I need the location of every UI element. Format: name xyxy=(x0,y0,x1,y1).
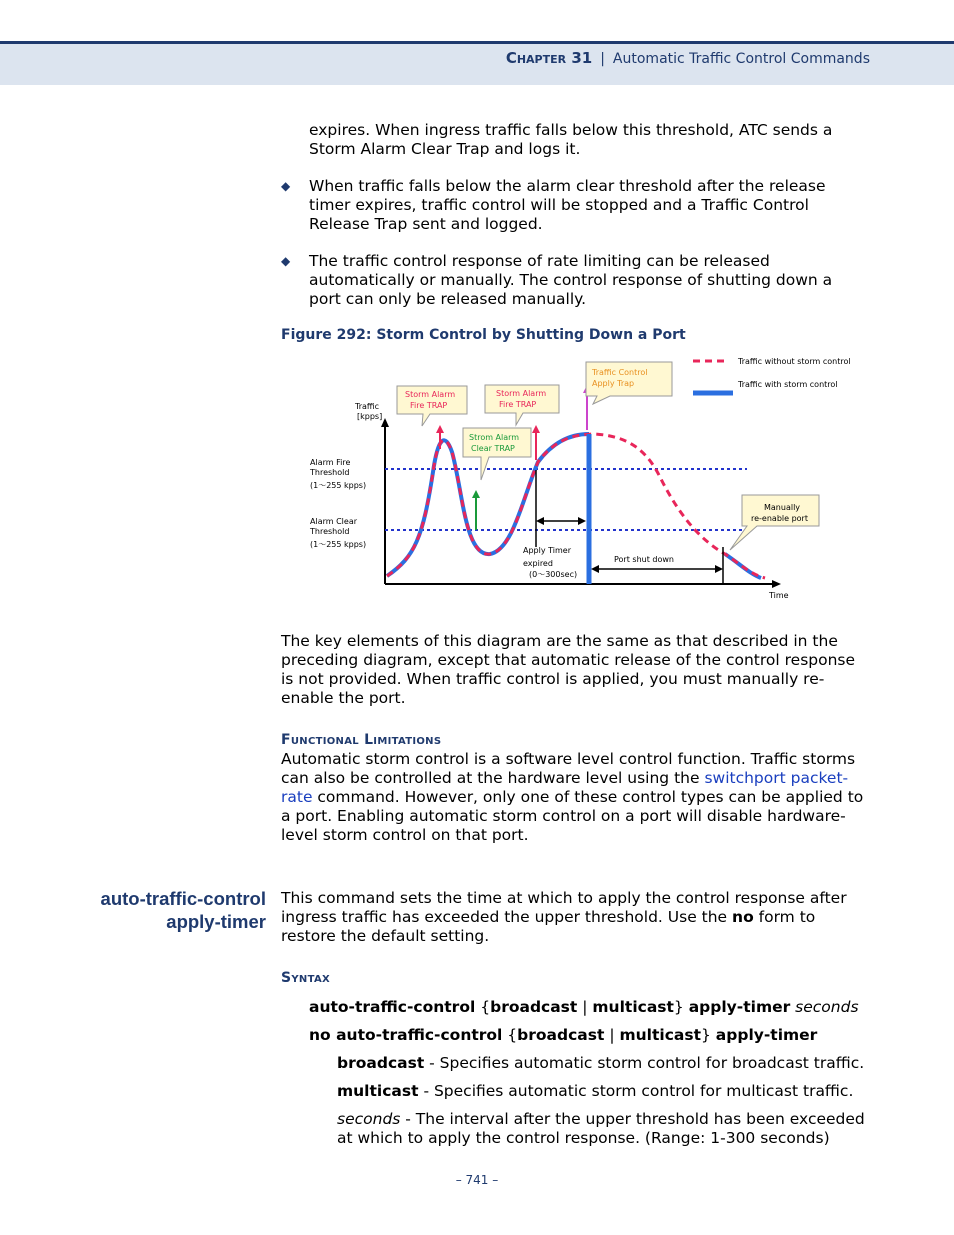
param-multicast xyxy=(337,1082,853,1101)
syntax1-close: } xyxy=(673,998,689,1016)
callout-manual-reenable xyxy=(730,495,819,550)
arrowhead xyxy=(715,565,723,573)
alarm-clear-label-2: Threshold xyxy=(310,527,350,536)
command-title-line1: auto-traffic-control xyxy=(100,888,266,909)
arrowhead xyxy=(436,425,444,433)
callout-fire1-line2: Fire TRAP xyxy=(410,401,448,410)
syntax2-opt1: broadcast xyxy=(517,1026,605,1044)
alarm-clear-label-3: (1～255 kpps) xyxy=(310,540,367,549)
syntax2-bar: | xyxy=(604,1026,620,1044)
syntax-line-1 xyxy=(309,998,859,1017)
bullet-text-2: The traffic control response of rate limiting can be released automatically or manually. The control response of shutting down a port can only be released manually. xyxy=(309,252,833,308)
syntax1-cmd: auto-traffic-control xyxy=(309,998,476,1016)
bullet-diamond-icon: ◆ xyxy=(281,254,291,268)
functional-limitations-paragraph xyxy=(281,750,869,845)
callout-fire-trap-2 xyxy=(485,385,559,425)
command-description xyxy=(281,889,861,946)
fl-text-1: Automatic storm control is a software level control function. Traffic storms can also be controlled at the hardware level using the xyxy=(281,750,856,787)
param-seconds xyxy=(337,1110,877,1148)
param-desc: - The interval after the upper threshold has been exceeded at which to apply the control response. (Range: 1-300 seconds) xyxy=(337,1110,865,1147)
callout-fire2-line1: Storm Alarm xyxy=(496,389,547,398)
key-elements-paragraph: The key elements of this diagram are the same as that described in the preceding diagram, except that automatic release of the control response is not provided. When traffic control is applied, you must manually re-enable the port. xyxy=(281,632,856,707)
syntax1-bar: | xyxy=(577,998,593,1016)
desc-text-2: form to restore the default setting. xyxy=(281,908,816,945)
arrowhead xyxy=(532,425,540,433)
arrowhead xyxy=(591,565,599,573)
switchport-packet-rate-link[interactable]: switchport packet-rate xyxy=(281,769,849,806)
apply-timer-label-3: (0～300sec) xyxy=(529,570,578,579)
functional-limitations-heading: Functional Limitations xyxy=(281,732,442,748)
syntax-line-2 xyxy=(309,1026,817,1045)
apply-timer-label-2: expired xyxy=(523,559,553,568)
syntax1-kw: apply-timer xyxy=(688,998,791,1016)
legend-solid-label: Traffic with storm control xyxy=(738,380,838,389)
callout-manual-line2: re-enable port xyxy=(751,514,808,523)
callout-fire2-line2: Fire TRAP xyxy=(499,400,537,409)
param-name: seconds xyxy=(337,1110,401,1128)
syntax2-kw: apply-timer xyxy=(715,1026,818,1044)
page-number: – 741 – xyxy=(455,1173,499,1187)
callout-apply-line2: Apply Trap xyxy=(592,379,635,388)
desc-no-keyword: no xyxy=(732,908,754,926)
alarm-fire-label-2: Threshold xyxy=(310,468,350,477)
x-axis-label: Time xyxy=(769,591,789,600)
y-axis-label-line1: Traffic xyxy=(355,402,380,411)
syntax-heading: Syntax xyxy=(281,970,330,986)
alarm-clear-label-1: Alarm Clear xyxy=(310,517,358,526)
apply-timer-label-1: Apply Timer xyxy=(523,546,571,555)
alarm-fire-label-3: (1～255 kpps) xyxy=(310,481,367,490)
callout-apply-trap xyxy=(586,362,672,404)
traffic-without-control-curve xyxy=(387,434,765,578)
callout-fire-trap-1 xyxy=(397,386,467,426)
param-name: multicast xyxy=(337,1082,419,1100)
bullet-text-1: When traffic falls below the alarm clear threshold after the release timer expires, traffic control will be stopped and a Traffic Control Release Trap sent and logged. xyxy=(309,177,826,233)
syntax2-cmd: no auto-traffic-control xyxy=(309,1026,503,1044)
syntax2-opt2: multicast xyxy=(619,1026,701,1044)
arrowhead xyxy=(472,490,480,498)
param-broadcast xyxy=(337,1054,864,1073)
syntax1-opt1: broadcast xyxy=(490,998,578,1016)
syntax2-close: } xyxy=(701,1026,716,1044)
x-axis-arrowhead xyxy=(772,580,781,588)
storm-control-diagram xyxy=(305,352,865,604)
chapter-title: Automatic Traffic Control Commands xyxy=(612,51,870,67)
legend-dashed-label: Traffic without storm control xyxy=(738,357,851,366)
callout-manual-line1: Manually xyxy=(764,503,801,512)
callout-fire1-line1: Storm Alarm xyxy=(405,390,456,399)
arrowhead xyxy=(578,517,586,525)
port-shut-label: Port shut down xyxy=(614,555,674,564)
syntax1-open: { xyxy=(475,998,491,1016)
y-axis-label-line2: [kpps] xyxy=(357,412,383,421)
bullet-diamond-icon: ◆ xyxy=(281,179,291,193)
figure-caption: Figure 292: Storm Control by Shutting Down a Port xyxy=(281,327,686,343)
callout-clear-trap xyxy=(463,428,531,480)
desc-text-1: This command sets the time at which to apply the control response after ingress traffic has exceeded the upper threshold. Use the xyxy=(281,889,847,926)
header-separator: | xyxy=(600,51,605,67)
intro-paragraph: expires. When ingress traffic falls below this threshold, ATC sends a Storm Alarm Clear Trap and logs it. xyxy=(309,121,833,158)
chapter-label: Chapter 31 xyxy=(505,49,593,67)
command-title-line2: apply-timer xyxy=(166,911,266,932)
syntax2-open: { xyxy=(502,1026,518,1044)
fl-text-2: command. However, only one of these control types can be applied to a port. Enabling automatic storm control on a port will disable hardware-level storm control on that port. xyxy=(281,788,864,844)
chapter-header xyxy=(0,41,954,85)
alarm-fire-label-1: Alarm Fire xyxy=(310,458,351,467)
syntax1-arg: seconds xyxy=(790,998,859,1016)
param-name: broadcast xyxy=(337,1054,425,1072)
syntax1-opt2: multicast xyxy=(592,998,674,1016)
arrowhead xyxy=(536,517,544,525)
param-desc: - Specifies automatic storm control for multicast traffic. xyxy=(418,1082,854,1100)
callout-apply-line1: Traffic Control xyxy=(592,368,648,377)
param-desc: - Specifies automatic storm control for broadcast traffic. xyxy=(424,1054,865,1072)
callout-clear-line2: Clear TRAP xyxy=(471,444,515,453)
callout-clear-line1: Strom Alarm xyxy=(469,433,520,442)
command-title xyxy=(101,887,266,933)
header-text xyxy=(506,49,870,67)
